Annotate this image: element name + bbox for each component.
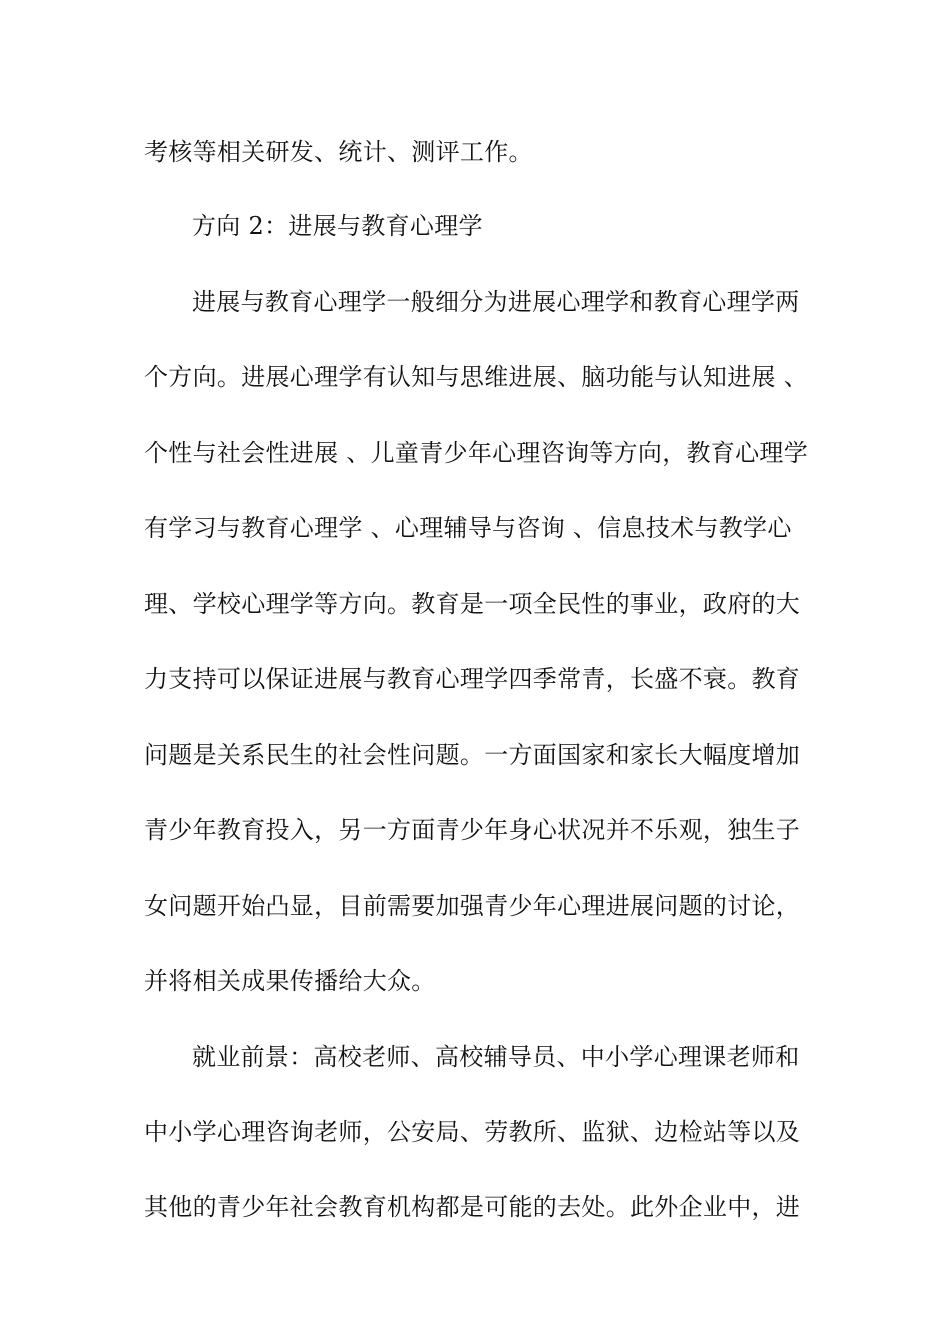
text-line-1: 考核等相关研发、统计、测评工作。 <box>144 138 533 166</box>
paragraph-line-3: 个性与社会性进展 、儿童青少年心理咨询等方向，教育心理学 <box>144 439 809 467</box>
employment-line-1: 就业前景：高校老师、高校辅导员、中小学心理课老师和 <box>192 1043 800 1071</box>
paragraph-line-8: 青少年教育投入，另一方面青少年身心状况并不乐观，独生子 <box>144 816 801 844</box>
paragraph-line-6: 力支持可以保证进展与教育心理学四季常青，长盛不衰。教育 <box>144 665 801 693</box>
employment-line-2: 中小学心理咨询老师，公安局、劳教所、监狱、边检站等以及 <box>144 1118 801 1146</box>
paragraph-line-2: 个方向。进展心理学有认知与思维进展、脑功能与认知进展 、 <box>144 363 809 391</box>
paragraph-line-1: 进展与教育心理学一般细分为进展心理学和教育心理学两 <box>192 288 800 316</box>
paragraph-line-9: 女问题开始凸显，目前需要加强青少年心理进展问题的讨论， <box>144 892 801 920</box>
section-heading: 方向 2：进展与教育心理学 <box>192 212 483 240</box>
paragraph-line-10: 并将相关成果传播给大众。 <box>144 967 436 995</box>
paragraph-line-7: 问题是关系民生的社会性问题。一方面国家和家长大幅度增加 <box>144 741 801 769</box>
paragraph-line-5: 理、学校心理学等方向。教育是一项全民性的事业，政府的大 <box>144 590 801 618</box>
paragraph-line-4: 有学习与教育心理学 、心理辅导与咨询 、信息技术与教学心 <box>144 514 792 542</box>
employment-line-3: 其他的青少年社会教育机构都是可能的去处。此外企业中，进 <box>144 1193 801 1221</box>
